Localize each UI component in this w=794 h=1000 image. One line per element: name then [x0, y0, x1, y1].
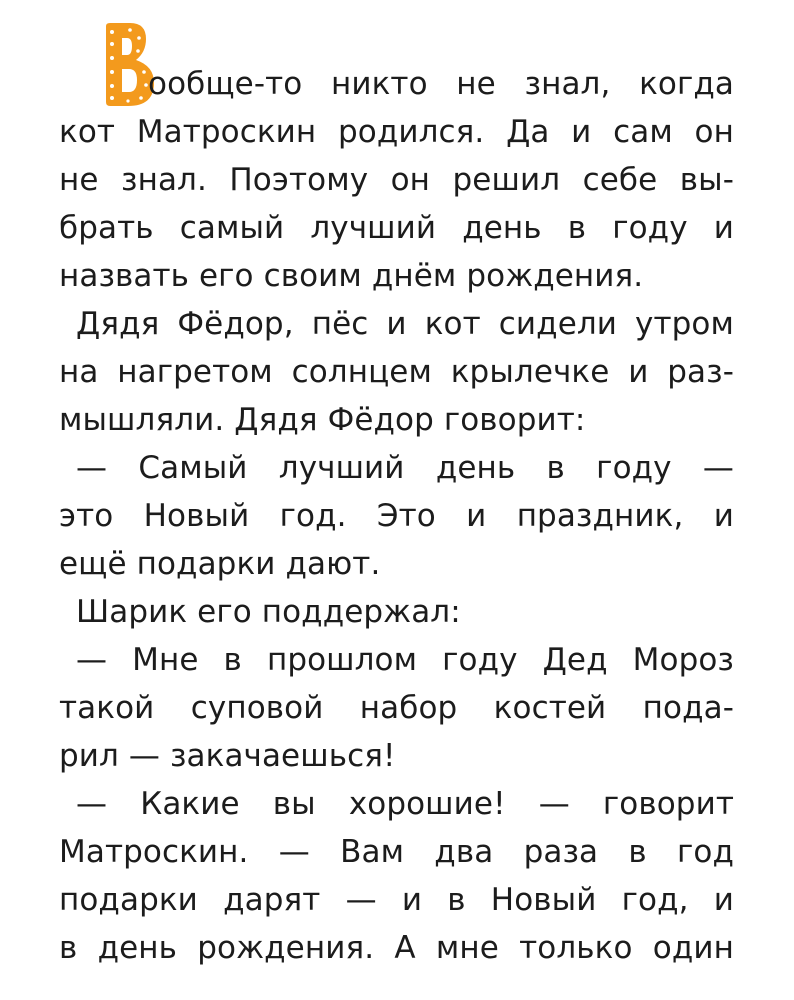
text-line-7: на нагретом солнцем крылечке и раз-: [59, 354, 734, 390]
text-line-12: Шарик его поддержал:: [76, 594, 461, 630]
text-line-6: Дядя Фёдор, пёс и кот сидели утром: [76, 306, 734, 342]
text-line-15: рил — закачаешься!: [59, 738, 396, 774]
text-line-5: назвать его своим днём рождения.: [59, 258, 644, 294]
text-line-17: Матроскин. — Вам два раза в год: [59, 834, 734, 870]
text-line-10: это Новый год. Это и праздник, и: [59, 498, 734, 534]
text-line-19: в день рождения. А мне только один: [59, 930, 734, 966]
text-line-3: не знал. Поэтому он решил себе вы-: [59, 162, 734, 198]
text-line-2: кот Матроскин родился. Да и сам он: [59, 114, 734, 150]
text-line-16: — Какие вы хорошие! — говорит: [76, 786, 734, 822]
text-line-1: ообще-то никто не знал, когда: [148, 66, 734, 102]
text-line-4: брать самый лучший день в году и: [59, 210, 734, 246]
text-line-14: такой суповой набор костей пода-: [59, 690, 734, 726]
text-line-13: — Мне в прошлом году Дед Мороз: [76, 642, 734, 678]
text-line-9: — Самый лучший день в году —: [76, 450, 734, 486]
text-line-8: мышляли. Дядя Фёдор говорит:: [59, 402, 586, 438]
text-line-11: ещё подарки дают.: [59, 546, 381, 582]
text-line-18: подарки дарят — и в Новый год, и: [59, 882, 734, 918]
